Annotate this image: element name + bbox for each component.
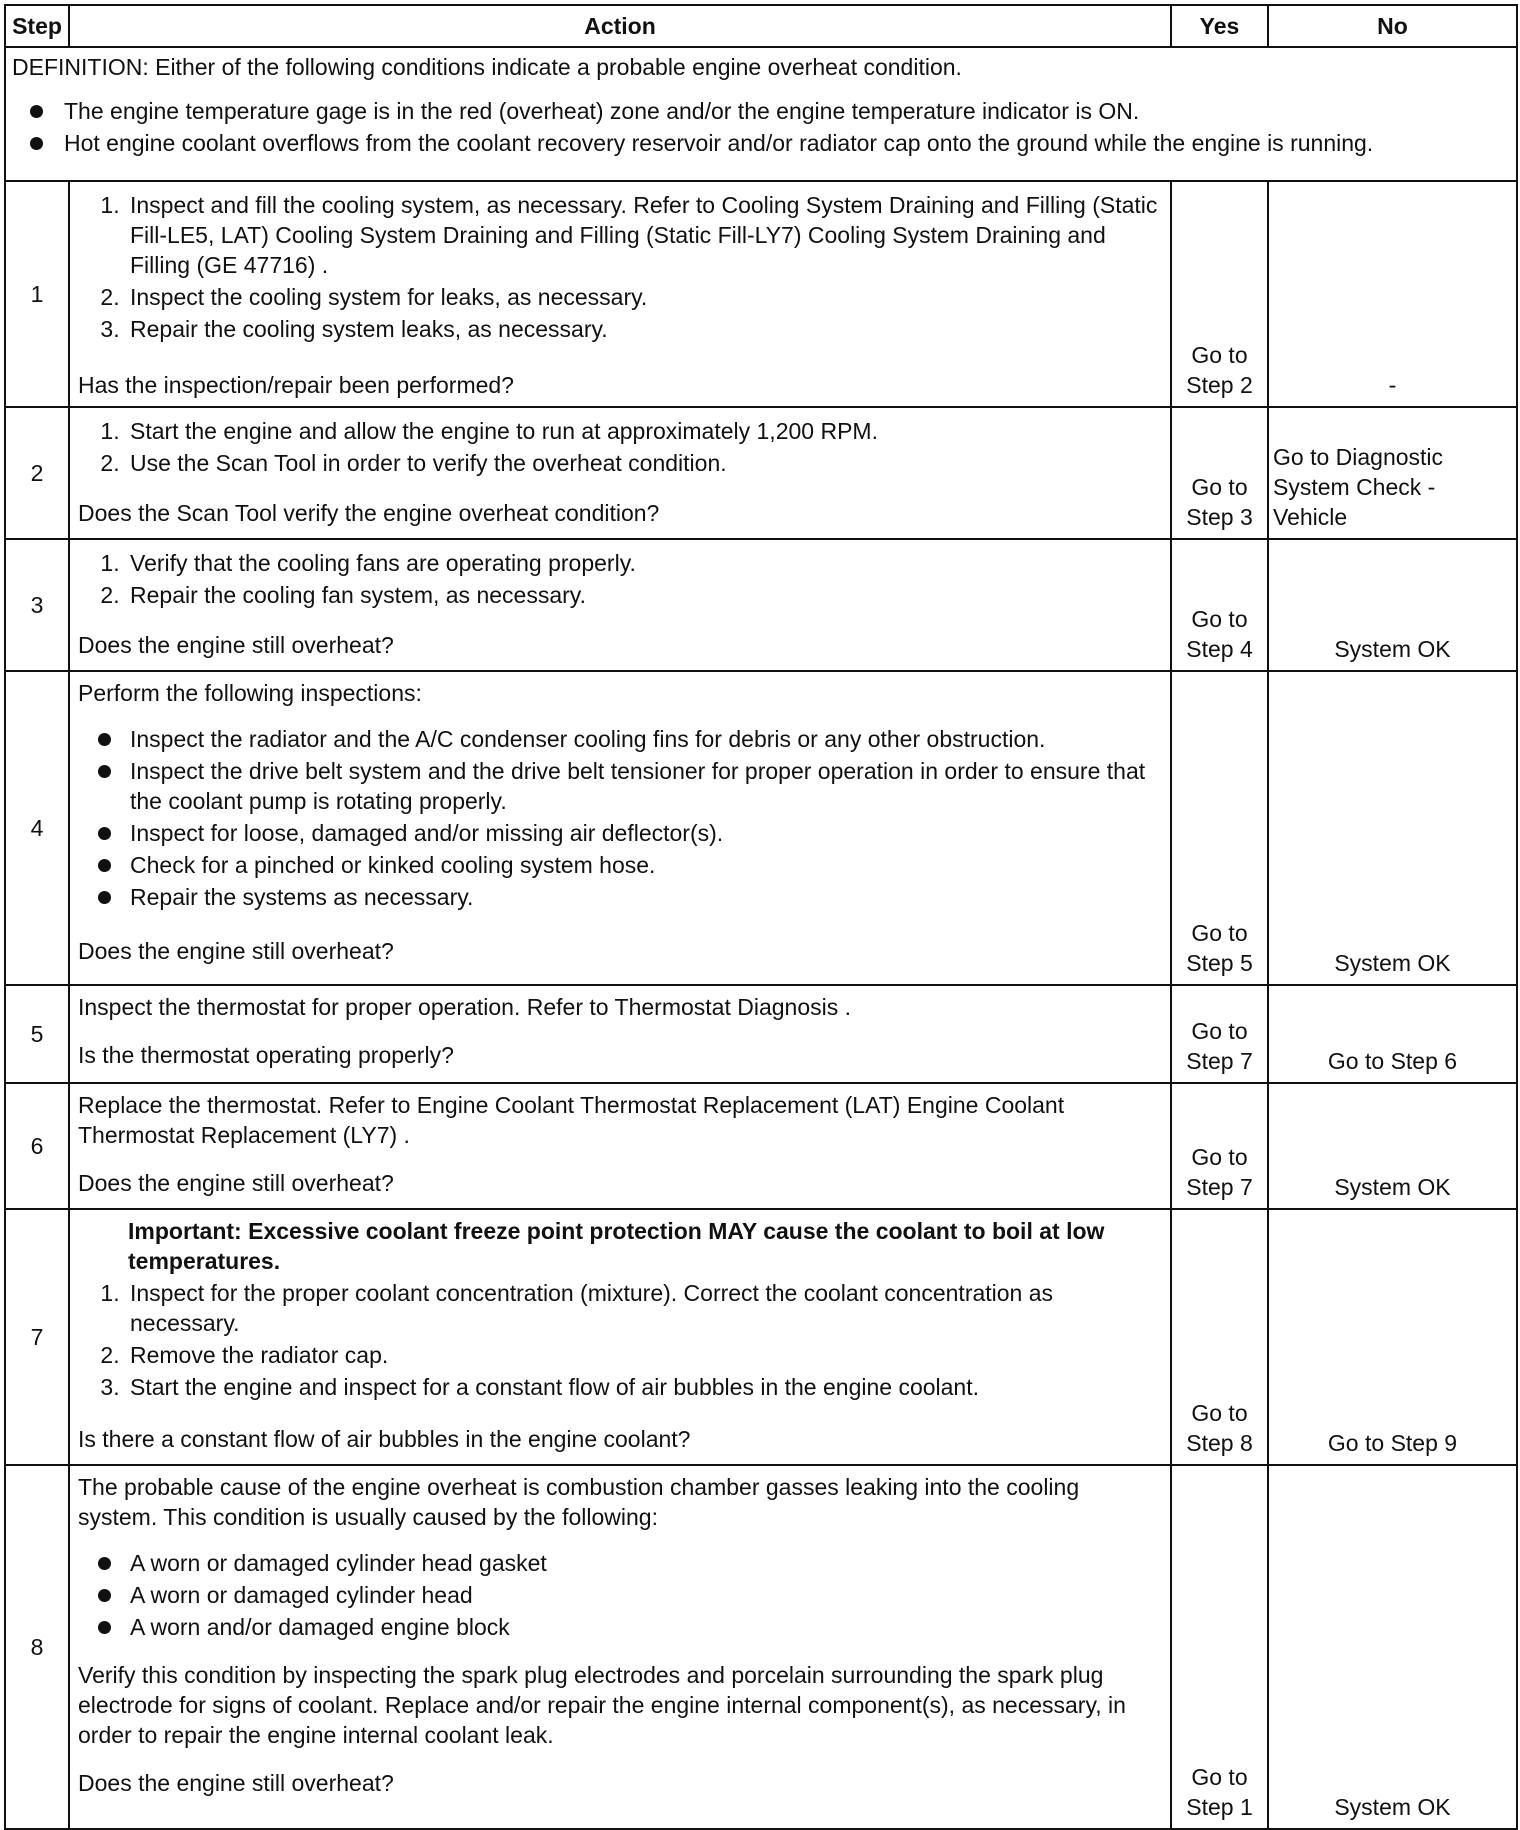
yes-line[interactable]: Go to [1191,920,1248,946]
yes-line[interactable]: Step 8 [1186,1430,1253,1456]
yes-line[interactable]: Go to [1191,1764,1248,1790]
list-item: 3. Start the engine and inspect for a constant flow of air bubbles in the engine coolant. [126,1372,1160,1402]
header-yes: Yes [1171,5,1268,47]
question-text: Does the engine still overheat? [78,1170,394,1196]
list-item: A worn or damaged cylinder head gasket [126,1548,1160,1578]
table-row [5,1209,1517,1465]
no-value[interactable]: Go to Step 6 [1327,1048,1458,1074]
table-row [5,1465,1517,1829]
action-list [78,416,1160,478]
header-row [5,5,1517,47]
yes-cell [1171,985,1268,1083]
yes-cell [1171,1209,1268,1465]
yes-line[interactable]: Step 7 [1186,1048,1253,1074]
list-item: 3. Repair the cooling system leaks, as necessary. [126,314,1160,344]
no-value: System OK [1334,1174,1451,1200]
question-text: Does the Scan Tool verify the engine overheat condition? [78,500,660,526]
list-item: A worn and/or damaged engine block [126,1612,1160,1642]
list-item: Inspect the radiator and the A/C condenser cooling fins for debris or any other obstruction. [126,724,1160,754]
step-number: 2 [5,407,69,539]
intro-text: The probable cause of the engine overheat is combustion chamber gasses leaking into the cooling system. This condition is usually caused by the following: [78,1474,1080,1530]
list-item: 1. Inspect and fill the cooling system, as necessary. Refer to Cooling System Draining and Filling (Static Fill-LE5, LAT) Cooling System Draining and Filling (Static Fill-LY7) Cooling System Draining and Filling (GE 47716) . [126,190,1160,280]
diagnostic-sheet [4,4,1516,1822]
definition-text: DEFINITION: Either of the following conditions indicate a probable engine overheat condition. [12,54,962,80]
step-number: 8 [5,1465,69,1829]
yes-line[interactable]: Go to [1191,474,1248,500]
yes-line[interactable]: Step 5 [1186,950,1253,976]
yes-line[interactable]: Go to [1191,1144,1248,1170]
list-item: 1. Inspect for the proper coolant concentration (mixture). Correct the coolant concentration as necessary. [126,1278,1160,1338]
yes-line[interactable]: Go to [1191,606,1248,632]
no-cell [1268,539,1517,671]
no-value[interactable]: Go to Step 9 [1327,1430,1458,1456]
action-cell [69,407,1171,539]
question-text: Does the engine still overheat? [78,1770,394,1796]
action-cell [69,985,1171,1083]
no-value: - [1388,372,1397,398]
yes-cell [1171,181,1268,407]
list-item: 2. Inspect the cooling system for leaks, as necessary. [126,282,1160,312]
header-no: No [1268,5,1517,47]
question-text: Is the thermostat operating properly? [78,1042,454,1068]
question-text: Does the engine still overheat? [78,632,394,658]
list-item: Inspect the drive belt system and the drive belt tensioner for proper operation in order to ensure that the coolant pump is rotating properly. [126,756,1160,816]
yes-cell [1171,671,1268,985]
no-cell [1268,985,1517,1083]
verify-text: Verify this condition by inspecting the spark plug electrodes and porcelain surrounding the spark plug electrode for signs of coolant. Replace and/or repair the engine internal component(s), as necessary, in order to repair the engine internal coolant leak. [78,1662,1126,1748]
no-value: System OK [1334,950,1451,976]
action-cell [69,1465,1171,1829]
no-cell [1268,1083,1517,1209]
diagnostic-table [4,4,1518,1830]
yes-line[interactable]: Step 7 [1186,1174,1253,1200]
yes-line[interactable]: Step 2 [1186,372,1253,398]
list-item: Inspect for loose, damaged and/or missing air deflector(s). [126,818,1160,848]
list-item: 1. Verify that the cooling fans are operating properly. [126,548,1160,578]
action-list [78,548,1160,610]
action-cell [69,1083,1171,1209]
question-text: Has the inspection/repair been performed? [78,372,514,398]
intro-text: Inspect the thermostat for proper operation. Refer to Thermostat Diagnosis . [78,994,852,1020]
yes-line[interactable]: Step 4 [1186,636,1253,662]
no-cell [1268,1465,1517,1829]
bullet-list [78,1548,1160,1642]
list-item: 2. Use the Scan Tool in order to verify the overheat condition. [126,448,1160,478]
yes-cell [1171,539,1268,671]
action-cell [69,1209,1171,1465]
yes-cell [1171,1083,1268,1209]
header-action: Action [69,5,1171,47]
action-cell [69,671,1171,985]
step-number: 4 [5,671,69,985]
no-line[interactable]: System Check - [1273,474,1436,500]
table-row [5,181,1517,407]
no-line[interactable]: Vehicle [1273,504,1348,530]
yes-cell [1171,407,1268,539]
bullet-list [78,724,1160,912]
no-cell [1268,1209,1517,1465]
no-cell [1268,671,1517,985]
important-note: Important: Excessive coolant freeze point protection MAY cause the coolant to boil at low temperatures. [128,1218,1105,1274]
no-value: System OK [1334,1794,1451,1820]
list-item: 2. Remove the radiator cap. [126,1340,1160,1370]
yes-line[interactable]: Go to [1191,1400,1248,1426]
no-line[interactable]: Go to Diagnostic [1273,444,1444,470]
yes-line[interactable]: Step 3 [1186,504,1253,530]
question-text: Does the engine still overheat? [78,938,394,964]
step-number: 1 [5,181,69,407]
table-row [5,671,1517,985]
table-row [5,539,1517,671]
action-list [78,1278,1160,1402]
action-cell [69,539,1171,671]
no-cell [1268,181,1517,407]
table-row [5,1083,1517,1209]
definition-row [5,47,1517,181]
yes-line[interactable]: Go to [1191,342,1248,368]
header-step: Step [5,5,69,47]
yes-line[interactable]: Step 1 [1186,1794,1253,1820]
step-number: 7 [5,1209,69,1465]
list-item: 2. Repair the cooling fan system, as necessary. [126,580,1160,610]
list-item: A worn or damaged cylinder head [126,1580,1160,1610]
no-cell [1268,407,1517,539]
intro-text: Replace the thermostat. Refer to Engine Coolant Thermostat Replacement (LAT) Engine Coolant Thermostat Replacement (LY7) . [78,1092,1065,1148]
action-list [78,190,1160,344]
step-number: 5 [5,985,69,1083]
step-number: 3 [5,539,69,671]
list-item: 1. Start the engine and allow the engine to run at approximately 1,200 RPM. [126,416,1160,446]
definition-list [12,96,1510,158]
table-row [5,407,1517,539]
yes-cell [1171,1465,1268,1829]
list-item: Repair the systems as necessary. [126,882,1160,912]
yes-line[interactable]: Go to [1191,1018,1248,1044]
step-number: 6 [5,1083,69,1209]
action-cell [69,181,1171,407]
definition-bullet: The engine temperature gage is in the red (overheat) zone and/or the engine temperature indicator is ON. [60,96,1510,126]
definition-bullet: Hot engine coolant overflows from the coolant recovery reservoir and/or radiator cap onto the ground while the engine is running. [60,128,1510,158]
table-row [5,985,1517,1083]
no-value: System OK [1334,636,1451,662]
list-item: Check for a pinched or kinked cooling system hose. [126,850,1160,880]
question-text: Is there a constant flow of air bubbles in the engine coolant? [78,1426,691,1452]
intro-text: Perform the following inspections: [78,680,422,706]
